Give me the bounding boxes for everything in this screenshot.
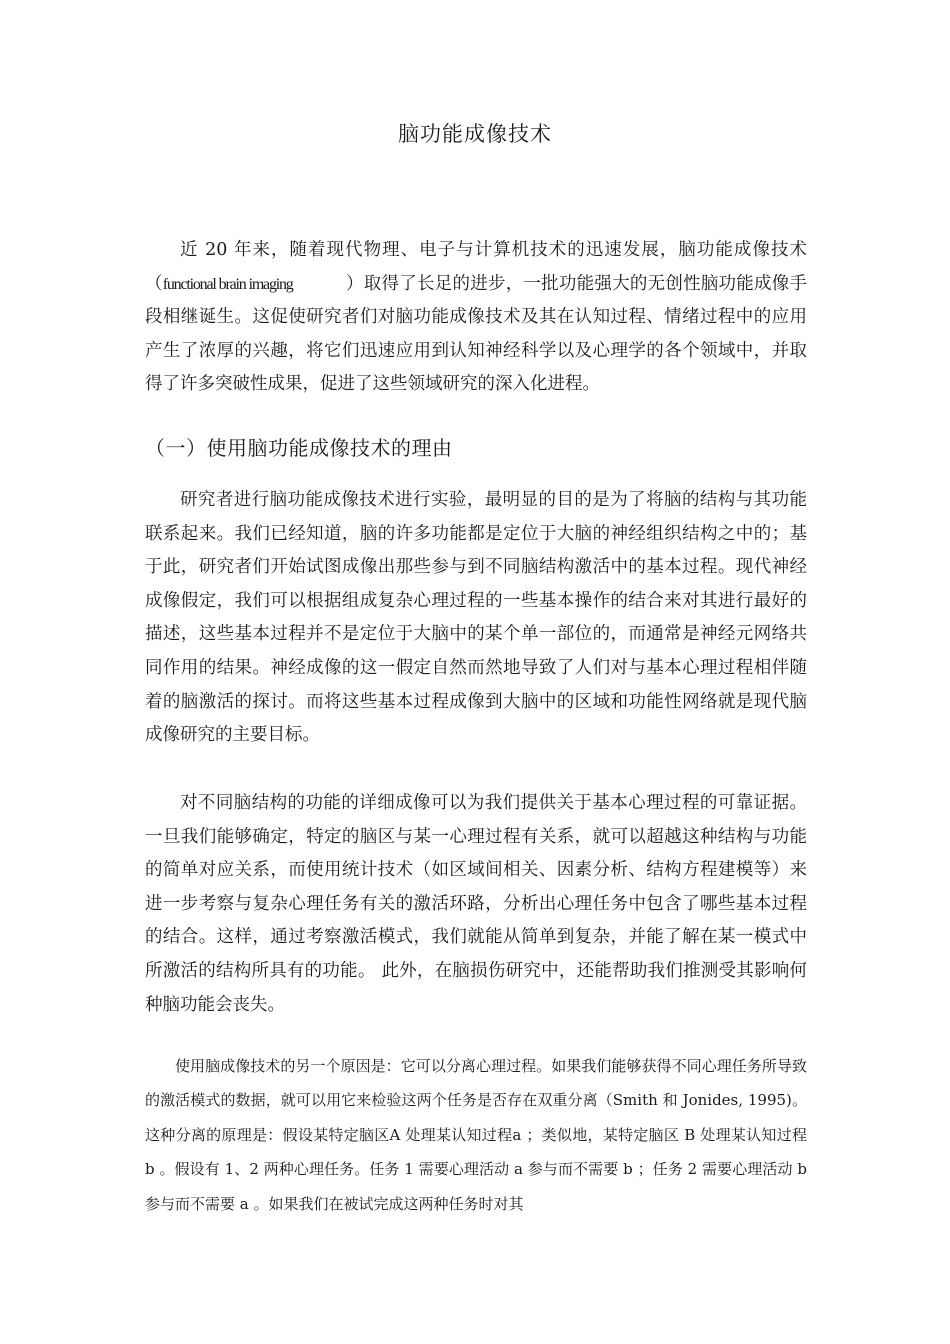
section-heading: （一）使用脑功能成像技术的理由 (145, 436, 453, 460)
body-paragraph-dissociation: 使用脑成像技术的另一个原因是：它可以分离心理过程。如果我们能够获得不同心理任务所导致的激活模式的数据，就可以用它来检验这两个任务是否存在双重分离（Smith 和 Jonides, 1995)。这种分离的原理是：假设某特定脑区A 处理某认知过程a ；类似地，某特定脑区 B 处理某认知过程 b 。假设有 1、2 两种心理任务。任务 1 需要心理活动 a 参与而不需要 b ；任务 2 需要心理活动 b 参与而不需要 a 。如果我们在被试完成这两种任务时对其 (145, 1057, 807, 1213)
body-paragraph-purpose: 研究者进行脑功能成像技术进行实验，最明显的目的是为了将脑的结构与其功能联系起来。我们已经知道，脑的许多功能都是定位于大脑的神经组织结构之中的；基于此，研究者们开始试图成像出那些参与到不同脑结构激活中的基本过程。现代神经成像假定，我们可以根据组成复杂心理过程的一些基本操作的结合来对其进行最好的描述，这些基本过程并不是定位于大脑中的某个单一部位的，而通常是神经元网络共同作用的结果。神经成像的这一假定自然而然地导致了人们对与基本心理过程相伴随着的脑激活的探讨。而将这些基本过程成像到大脑中的区域和功能性网络就是现代脑成像研究的主要目标。 (145, 490, 807, 746)
intro-text-part2: ）取得了长足的进步，一批功能强大的无创性脑功能成像手段相继诞生。这促使研究者们对脑功能成像技术及其在认知过程、情绪过程中的应用产生了浓厚的兴趣，将它们迅速应用到认知神经科学以及心理学的各个领域中，并取得了许多突破性成果，促进了这些领域研究的深入化进程。 (145, 273, 808, 395)
intro-text-part1: 近 20 年来，随着现代物理、电子与计算机技术的迅速发展，脑功能成像技术（ (145, 240, 807, 294)
intro-paragraph (145, 234, 807, 402)
document-title: 脑功能成像技术 (398, 122, 552, 146)
intro-term-english: functional brain imaging (162, 275, 293, 293)
body-paragraph-evidence: 对不同脑结构的功能的详细成像可以为我们提供关于基本心理过程的可靠证据。一旦我们能够确定，特定的脑区与某一心理过程有关系，就可以超越这种结构与功能的简单对应关系，而使用统计技术（如区域间相关、因素分析、结构方程建模等）来进一步考察与复杂心理任务有关的激活环路，分析出心理任务中包含了哪些基本过程的结合。这样，通过考察激活模式，我们就能从简单到复杂，并能了解在某一模式中所激活的结构所具有的功能。 此外，在脑损伤研究中，还能帮助我们推测受其影响何种脑功能会丧失。 (145, 793, 807, 1015)
